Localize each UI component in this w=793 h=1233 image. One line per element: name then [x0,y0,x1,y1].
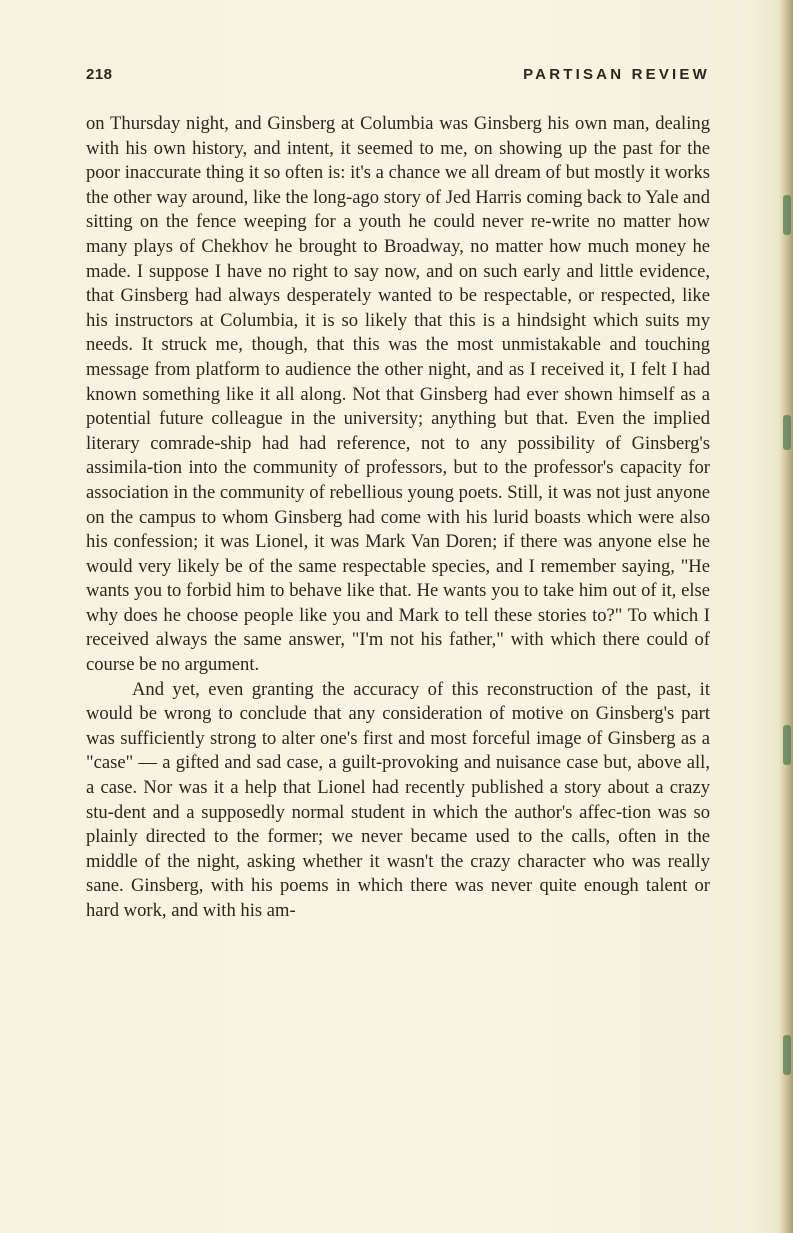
page-number: 218 [86,66,113,83]
binding-mark [783,725,791,765]
body-text [86,112,710,924]
paragraph: And yet, even granting the accuracy of this reconstruction of the past, it would be wrong to conclude that any consideration of motive on Ginsberg's part was sufficiently strong to alter one's first and most forceful image of Ginsberg as a "case" — a gifted and sad case, a guilt-provoking and nuisance case but, above all, a case. Nor was it a help that Lionel had recently published a story about a crazy stu-dent and a supposedly normal student in which the author's affec-tion was so plainly directed to the former; we never became used to the calls, often in the middle of the night, asking whether it wasn't the crazy character who was really sane. Ginsberg, with his poems in which there was never quite enough talent or hard work, and with his am- [86,678,710,921]
running-head: PARTISAN REVIEW [523,66,710,83]
page-header [86,66,710,92]
binding-mark [783,415,791,450]
binding-mark [783,195,791,235]
binding-mark [783,1035,791,1075]
paragraph: on Thursday night, and Ginsberg at Columbia was Ginsberg his own man, dealing with his own history, and intent, it seemed to me, on showing up the past for the poor inaccurate thing it so often is: it's a chance we all dream of but mostly it works the other way around, like the long-ago story of Jed Harris coming back to Yale and sitting on the fence weeping for a youth he could never re-write no matter how many plays of Chekhov he brought to Broadway, no matter how much money he made. I suppose I have no right to say now, and on such early and little evidence, that Ginsberg had always desperately wanted to be respectable, or respected, like his instructors at Columbia, it is so likely that this is a hindsight which suits my needs. It struck me, though, that this was the most unmistakable and touching message from platform to audience the other night, and as I received it, I felt I had known something like it all along. Not that Ginsberg had ever shown himself as a potential future colleague in the university; anything but that. Even the implied literary comrade-ship had had reference, not to any possibility of Ginsberg's assimila-tion into the community of professors, but to the professor's capacity for association in the community of rebellious young poets. Still, it was not just anyone on the campus to whom Ginsberg had come with his lurid boasts which were also his confession; it was Lionel, it was Mark Van Doren; if there was anyone else he would very likely be of the same respectable species, and I remember saying, "He wants you to forbid him to behave like that. He wants you to take him out of it, else why does he choose people like you and Mark to tell these stories to?" To which I received always the same answer, "I'm not his father," with which there could of course be no argument. [86,113,710,676]
